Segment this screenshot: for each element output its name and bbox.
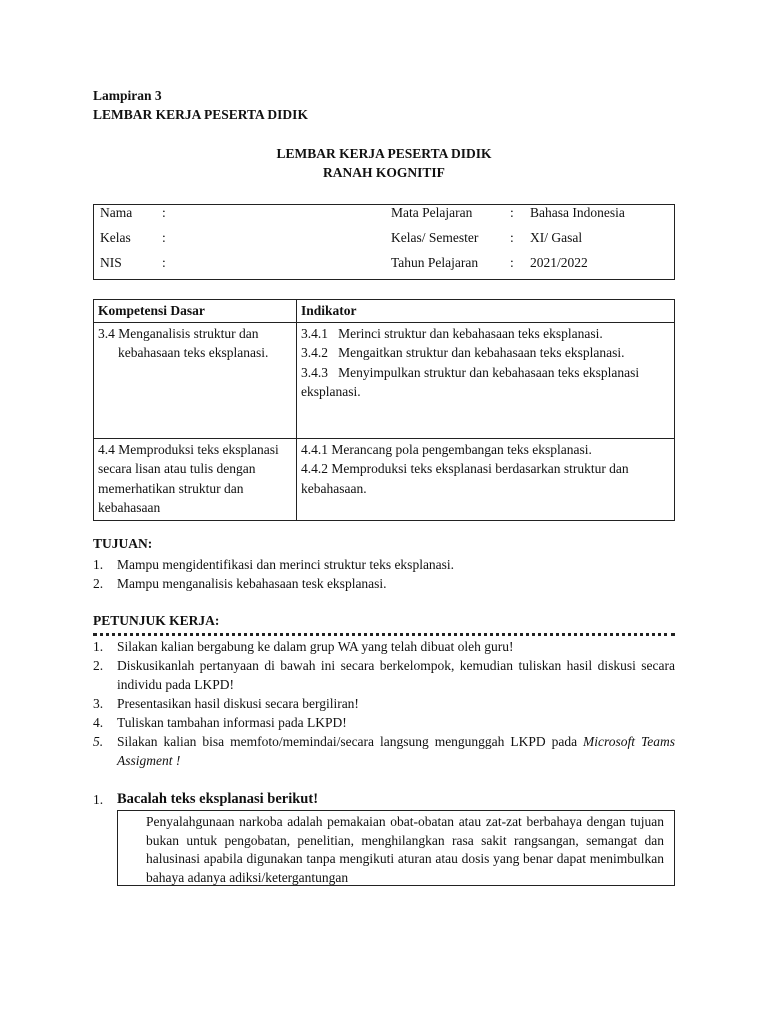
subject-colon: : <box>510 205 514 220</box>
task-number: 1. <box>93 792 104 807</box>
list-text: Presentasikan hasil diskusi secara bergiliran! <box>117 696 359 711</box>
objectives-list <box>93 555 675 593</box>
table-header-row <box>94 300 675 323</box>
list-text: Mampu menganalisis kebahasaan tesk eksplanasi. <box>117 576 387 591</box>
task-heading: Bacalah teks eksplanasi berikut! <box>117 791 319 807</box>
list-text: Silakan kalian bisa memfoto/memindai/secara langsung mengunggah LKPD pada <box>117 734 578 749</box>
list-number: 4. <box>93 715 104 730</box>
list-number: 3. <box>93 696 104 711</box>
list-text: Diskusikanlah pertanyaan di bawah ini secara berkelompok, kemudian tuliskan hasil diskusi secara individu pada LKPD! <box>117 658 675 692</box>
header-kompetensi-dasar: Kompetensi Dasar <box>94 300 297 323</box>
identity-row-class <box>94 230 674 250</box>
instructions-list <box>93 637 675 770</box>
school-year-label: Tahun Pelajaran <box>391 255 479 270</box>
kd-text: 3.4 Menganalisis struktur dan kebahasaan teks eksplanasi. <box>98 325 269 360</box>
instructions-heading: PETUNJUK KERJA: <box>93 613 220 628</box>
sheet-title: LEMBAR KERJA PESERTA DIDIK <box>93 107 308 122</box>
indicator-item: 3.4.2 Mengaitkan struktur dan kebahasaan teks eksplanasi. <box>301 345 625 360</box>
class-label: Kelas <box>100 230 131 245</box>
doc-title-line2: RANAH KOGNITIF <box>323 165 445 180</box>
semester-value: XI/ Gasal <box>530 230 583 245</box>
table-row <box>94 438 675 520</box>
reading-passage-box <box>117 810 675 886</box>
subject-value: Bahasa Indonesia <box>530 205 625 220</box>
header-indikator: Indikator <box>297 300 675 323</box>
indicator-cell <box>297 438 675 520</box>
list-number: 1. <box>93 639 104 654</box>
subject-label: Mata Pelajaran <box>391 205 473 220</box>
school-year-value: 2021/2022 <box>530 255 588 270</box>
nis-colon: : <box>162 255 166 270</box>
name-colon: : <box>162 205 166 220</box>
kd-text: 4.4 Memproduksi teks eksplanasi secara lisan atau tulis dengan memerhatikan struktur dan kebahasaan <box>98 441 279 515</box>
competency-table <box>93 299 675 521</box>
semester-colon: : <box>510 230 514 245</box>
class-field[interactable] <box>174 230 374 248</box>
nis-label: NIS <box>100 255 122 270</box>
list-item <box>93 713 675 732</box>
list-number: 2. <box>93 658 104 673</box>
list-number: 1. <box>93 557 104 572</box>
objectives-heading: TUJUAN: <box>93 536 153 551</box>
list-item <box>93 656 675 694</box>
table-row <box>94 322 675 438</box>
teams-assignment-text: Microsoft Teams Assigment ! <box>117 734 676 768</box>
school-year-colon: : <box>510 255 514 270</box>
list-item <box>93 637 675 656</box>
name-label: Nama <box>100 205 133 220</box>
identity-box <box>93 204 675 280</box>
indicator-cell <box>297 322 675 438</box>
list-text: Mampu mengidentifikasi dan merinci struktur teks eksplanasi. <box>117 557 455 572</box>
name-field[interactable] <box>174 205 374 223</box>
kd-cell <box>94 438 297 520</box>
list-number: 5. <box>93 734 104 749</box>
class-colon: : <box>162 230 166 245</box>
dotted-divider <box>93 633 675 636</box>
list-number: 2. <box>93 576 104 591</box>
kd-cell <box>94 322 297 438</box>
reading-passage-text: Penyalahgunaan narkoba adalah pemakaian obat-obatan atau zat-zat berbahaya dengan tujuan bukan untuk pengobatan, penelitian, menghilangkan rasa sakit rangsangan, semangat dan halusinasi apabila digunakan tanpa mengikuti aturan atau dosis yang benar dapat menimbulkan bahaya adanya adiksi/ketergantungan <box>146 814 664 885</box>
semester-label: Kelas/ Semester <box>391 230 479 245</box>
list-item <box>93 732 675 770</box>
appendix-label: Lampiran 3 <box>93 88 162 103</box>
nis-field[interactable] <box>174 255 374 273</box>
identity-row-nis <box>94 255 674 275</box>
list-item <box>93 555 675 574</box>
indicator-item: 3.4.1 Merinci struktur dan kebahasaan teks eksplanasi. <box>301 325 603 341</box>
indicator-item: 3.4.3 Menyimpulkan struktur dan kebahasaan teks eksplanasi eksplanasi. <box>301 364 643 399</box>
identity-row-name <box>94 205 674 225</box>
indicator-item: 4.4.1 Merancang pola pengembangan teks eksplanasi. <box>301 441 592 457</box>
indicator-item: 4.4.2 Memproduksi teks eksplanasi berdasarkan struktur dan kebahasaan. <box>301 461 629 496</box>
list-text: Silakan kalian bergabung ke dalam grup WA yang telah dibuat oleh guru! <box>117 639 514 654</box>
list-item <box>93 694 675 713</box>
doc-title-line1: LEMBAR KERJA PESERTA DIDIK <box>276 146 492 161</box>
list-item <box>93 574 675 593</box>
list-text: Tuliskan tambahan informasi pada LKPD! <box>117 715 347 730</box>
